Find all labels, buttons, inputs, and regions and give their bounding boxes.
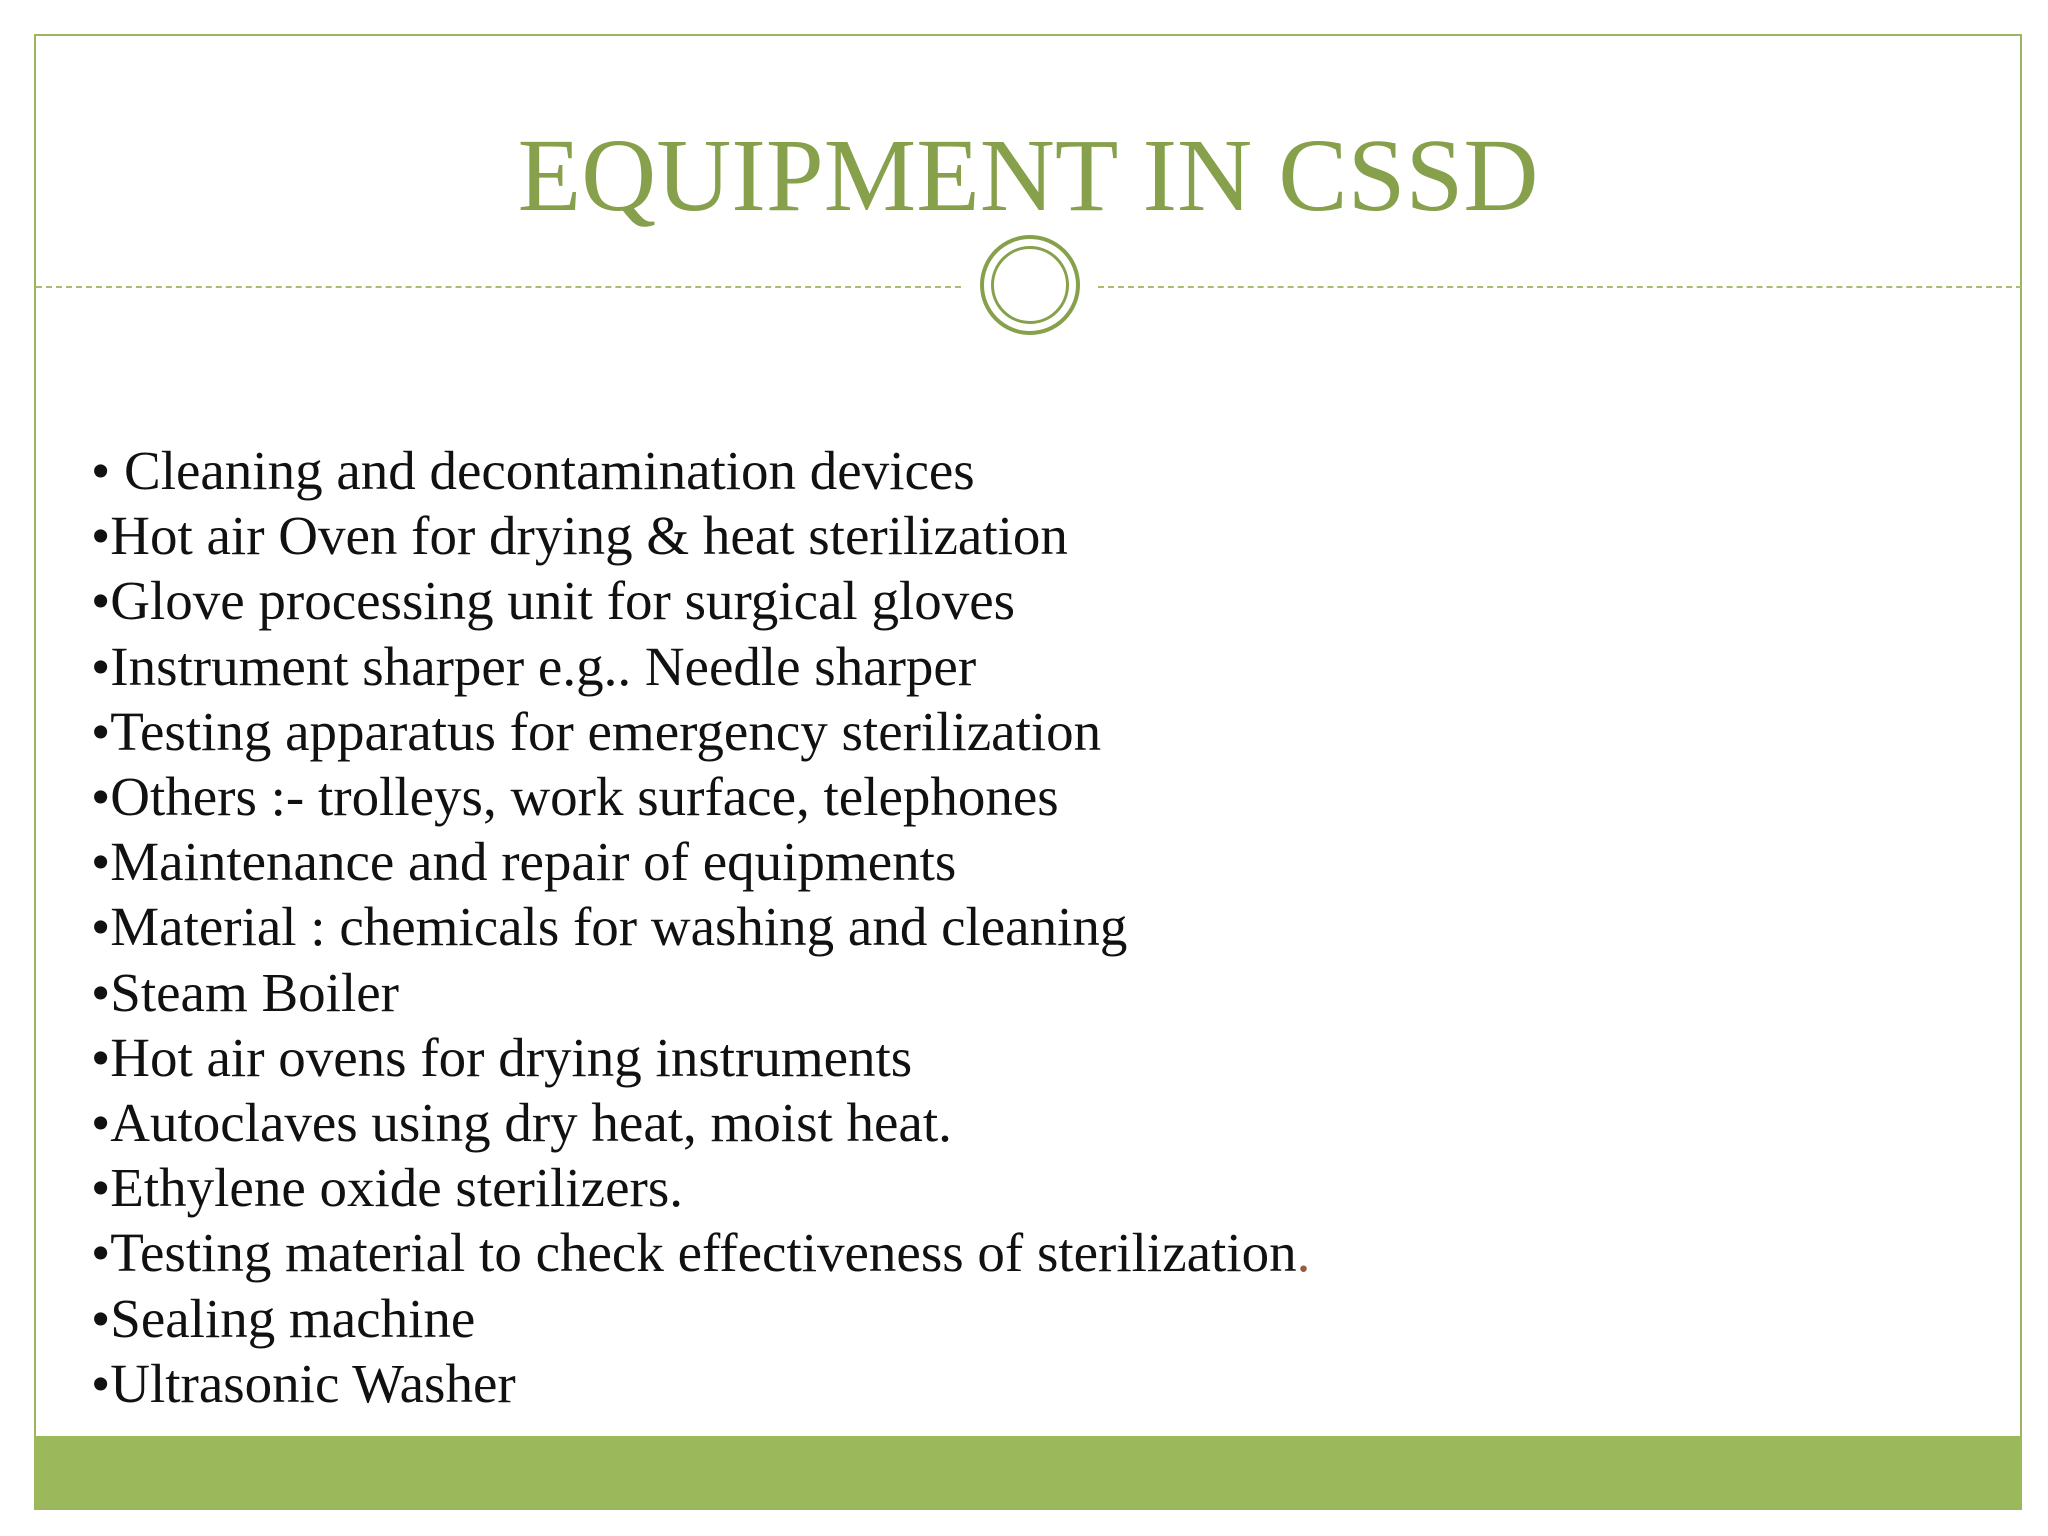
list-item-text: •Testing material to check effectiveness of sterilization	[91, 1222, 1297, 1284]
list-item-period: .	[1296, 1222, 1311, 1284]
circle-ornament-icon	[980, 235, 1080, 335]
list-item: •Material : chemicals for washing and cleaning	[91, 896, 1128, 958]
list-item	[91, 1220, 1310, 1285]
list-item: •Hot air ovens for drying instruments	[91, 1026, 913, 1088]
footer-bar	[34, 1436, 2022, 1508]
divider-left	[36, 286, 961, 288]
list-item: •Ultrasonic Washer	[91, 1352, 516, 1414]
equipment-list	[91, 438, 1310, 1416]
list-item: •Autoclaves using dry heat, moist heat.	[91, 1092, 952, 1154]
list-item: •Sealing machine	[91, 1287, 476, 1349]
slide-title: EQUIPMENT IN CSSD	[517, 118, 1539, 233]
slide-frame	[34, 34, 2022, 1510]
list-item: •Glove processing unit for surgical gloves	[91, 570, 1016, 632]
list-item: •Ethylene oxide sterilizers.	[91, 1157, 683, 1219]
list-item: •Instrument sharper e.g.. Needle sharper	[91, 635, 977, 697]
list-item: •Maintenance and repair of equipments	[91, 831, 957, 893]
list-item: •Testing apparatus for emergency sterilization	[91, 700, 1102, 762]
list-item: •Others :- trolleys, work surface, telephones	[91, 766, 1059, 828]
divider-right	[1098, 286, 2022, 288]
list-item: •Hot air Oven for drying & heat sterilization	[91, 505, 1068, 567]
list-item: •Steam Boiler	[91, 961, 399, 1023]
list-item: • Cleaning and decontamination devices	[91, 440, 975, 501]
